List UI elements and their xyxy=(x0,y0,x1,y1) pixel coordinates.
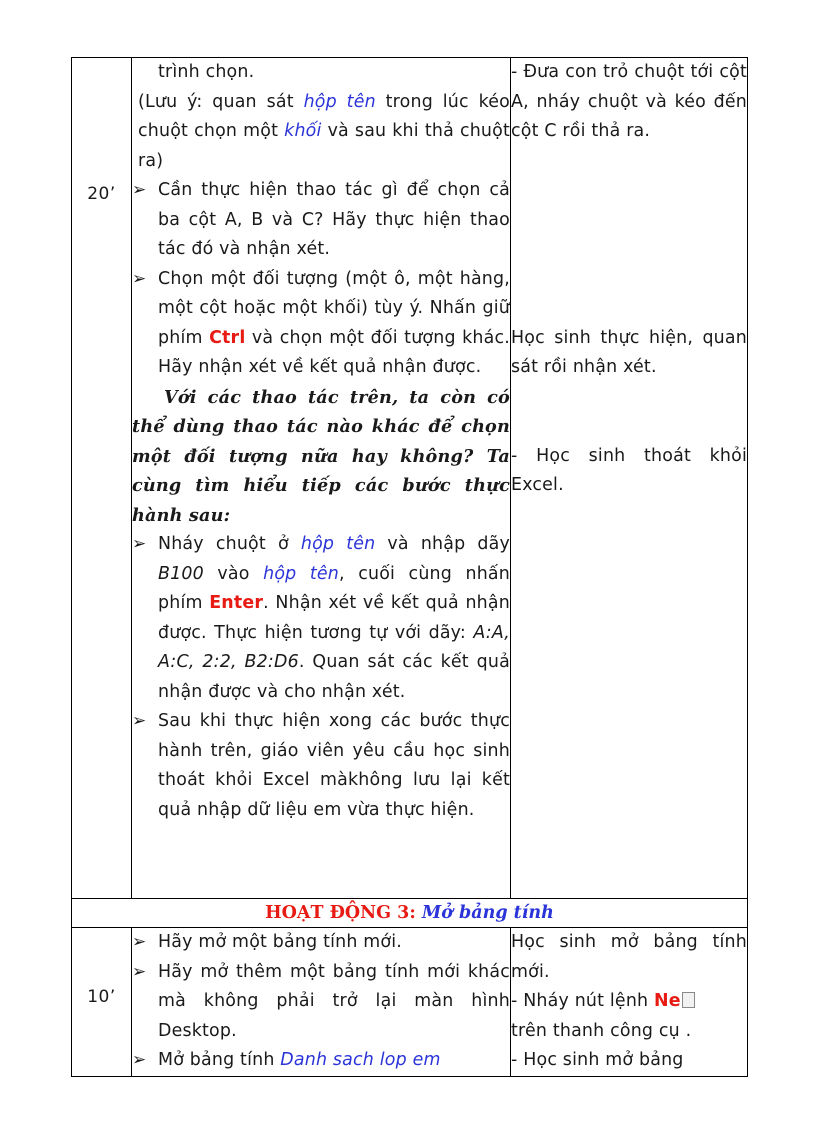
list-item: ➢ Hãy mở một bảng tính mới. xyxy=(132,928,510,958)
time-cell xyxy=(72,928,132,1077)
student-response: - Nháy nút lệnh Ne xyxy=(511,987,747,1017)
table-row xyxy=(72,58,748,899)
list-item: ➢ Cần thực hiện thao tác gì để chọn cả ba cột A, B và C? Hãy thực hiện thao tác đó và nhận xét. xyxy=(132,176,510,265)
table-row xyxy=(72,928,748,1077)
note-paragraph: (Lưu ý: quan sát hộp tên trong lúc kéo chuột chọn một khối và sau khi thả chuột ra) xyxy=(138,91,511,171)
student-response: trên thanh công cụ . xyxy=(511,1020,692,1041)
new-document-icon xyxy=(682,992,695,1008)
table-row xyxy=(72,899,748,928)
list-item: ➢ Chọn một đối tượng (một ô, một hàng, một cột hoặc một khối) tùy ý. Nhấn giữ phím Ctrl và chọn một đối tượng khác. Hãy nhận xét về kết quả nhận được. xyxy=(132,265,510,383)
lesson-table xyxy=(71,57,748,1077)
student-response: - Học sinh mở bảng xyxy=(511,1050,684,1070)
student-response: - Học sinh thoát khỏi Excel. xyxy=(511,445,747,495)
activity-heading: HOẠT ĐỘNG 3: Mở bảng tính xyxy=(72,899,748,928)
student-response: - Đưa con trỏ chuột tới cột A, nháy chuột và kéo đến cột C rồi thả ra. xyxy=(511,62,747,141)
list-item: ➢ Mở bảng tính Danh sach lop em xyxy=(132,1046,510,1076)
arrow-bullet-icon: ➢ xyxy=(132,534,147,554)
list-item: ➢ Nháy chuột ở hộp tên và nhập dãy B100 vào hộp tên, cuối cùng nhấn phím Enter. Nhận xét về kết quả nhận được. Thực hiện tương tự với dãy: A:A, A:C, 2:2, B2:D6. Quan sát các kết quả nhận được và cho nhận xét. xyxy=(132,530,510,707)
student-cell xyxy=(511,928,748,1077)
activity-cell xyxy=(132,928,511,1077)
time-value: 10’ xyxy=(87,987,116,1007)
list-item: ➢ Hãy mở thêm một bảng tính mới khác mà không phải trở lại màn hình Desktop. xyxy=(132,958,510,1047)
list-item: ➢ Sau khi thực hiện xong các bước thực hành trên, giáo viên yêu cầu học sinh thoát khỏi Excel màkhông lưu lại kết quả nhập dữ liệu em vừa thực hiện. xyxy=(132,707,510,825)
arrow-bullet-icon: ➢ xyxy=(132,268,147,289)
arrow-bullet-icon: ➢ xyxy=(132,180,147,200)
arrow-bullet-icon: ➢ xyxy=(132,1050,147,1070)
activity-cell xyxy=(132,58,511,899)
student-cell xyxy=(511,58,748,899)
text-line: trình chọn. xyxy=(158,62,255,82)
student-response: Học sinh thực hiện, quan sát rồi nhận xét. xyxy=(511,327,747,377)
arrow-bullet-icon: ➢ xyxy=(132,711,147,731)
arrow-bullet-icon: ➢ xyxy=(132,961,147,982)
time-cell xyxy=(72,58,132,899)
arrow-bullet-icon: ➢ xyxy=(132,932,147,952)
question-paragraph: Với các thao tác trên, ta còn có thể dùng thao tác nào khác để chọn một đối tượng nữa hay không? Ta cùng tìm hiểu tiếp các bước thực hành sau: xyxy=(132,386,510,526)
time-value: 20’ xyxy=(87,184,116,204)
student-response: Học sinh mở bảng tính mới. xyxy=(511,932,747,982)
